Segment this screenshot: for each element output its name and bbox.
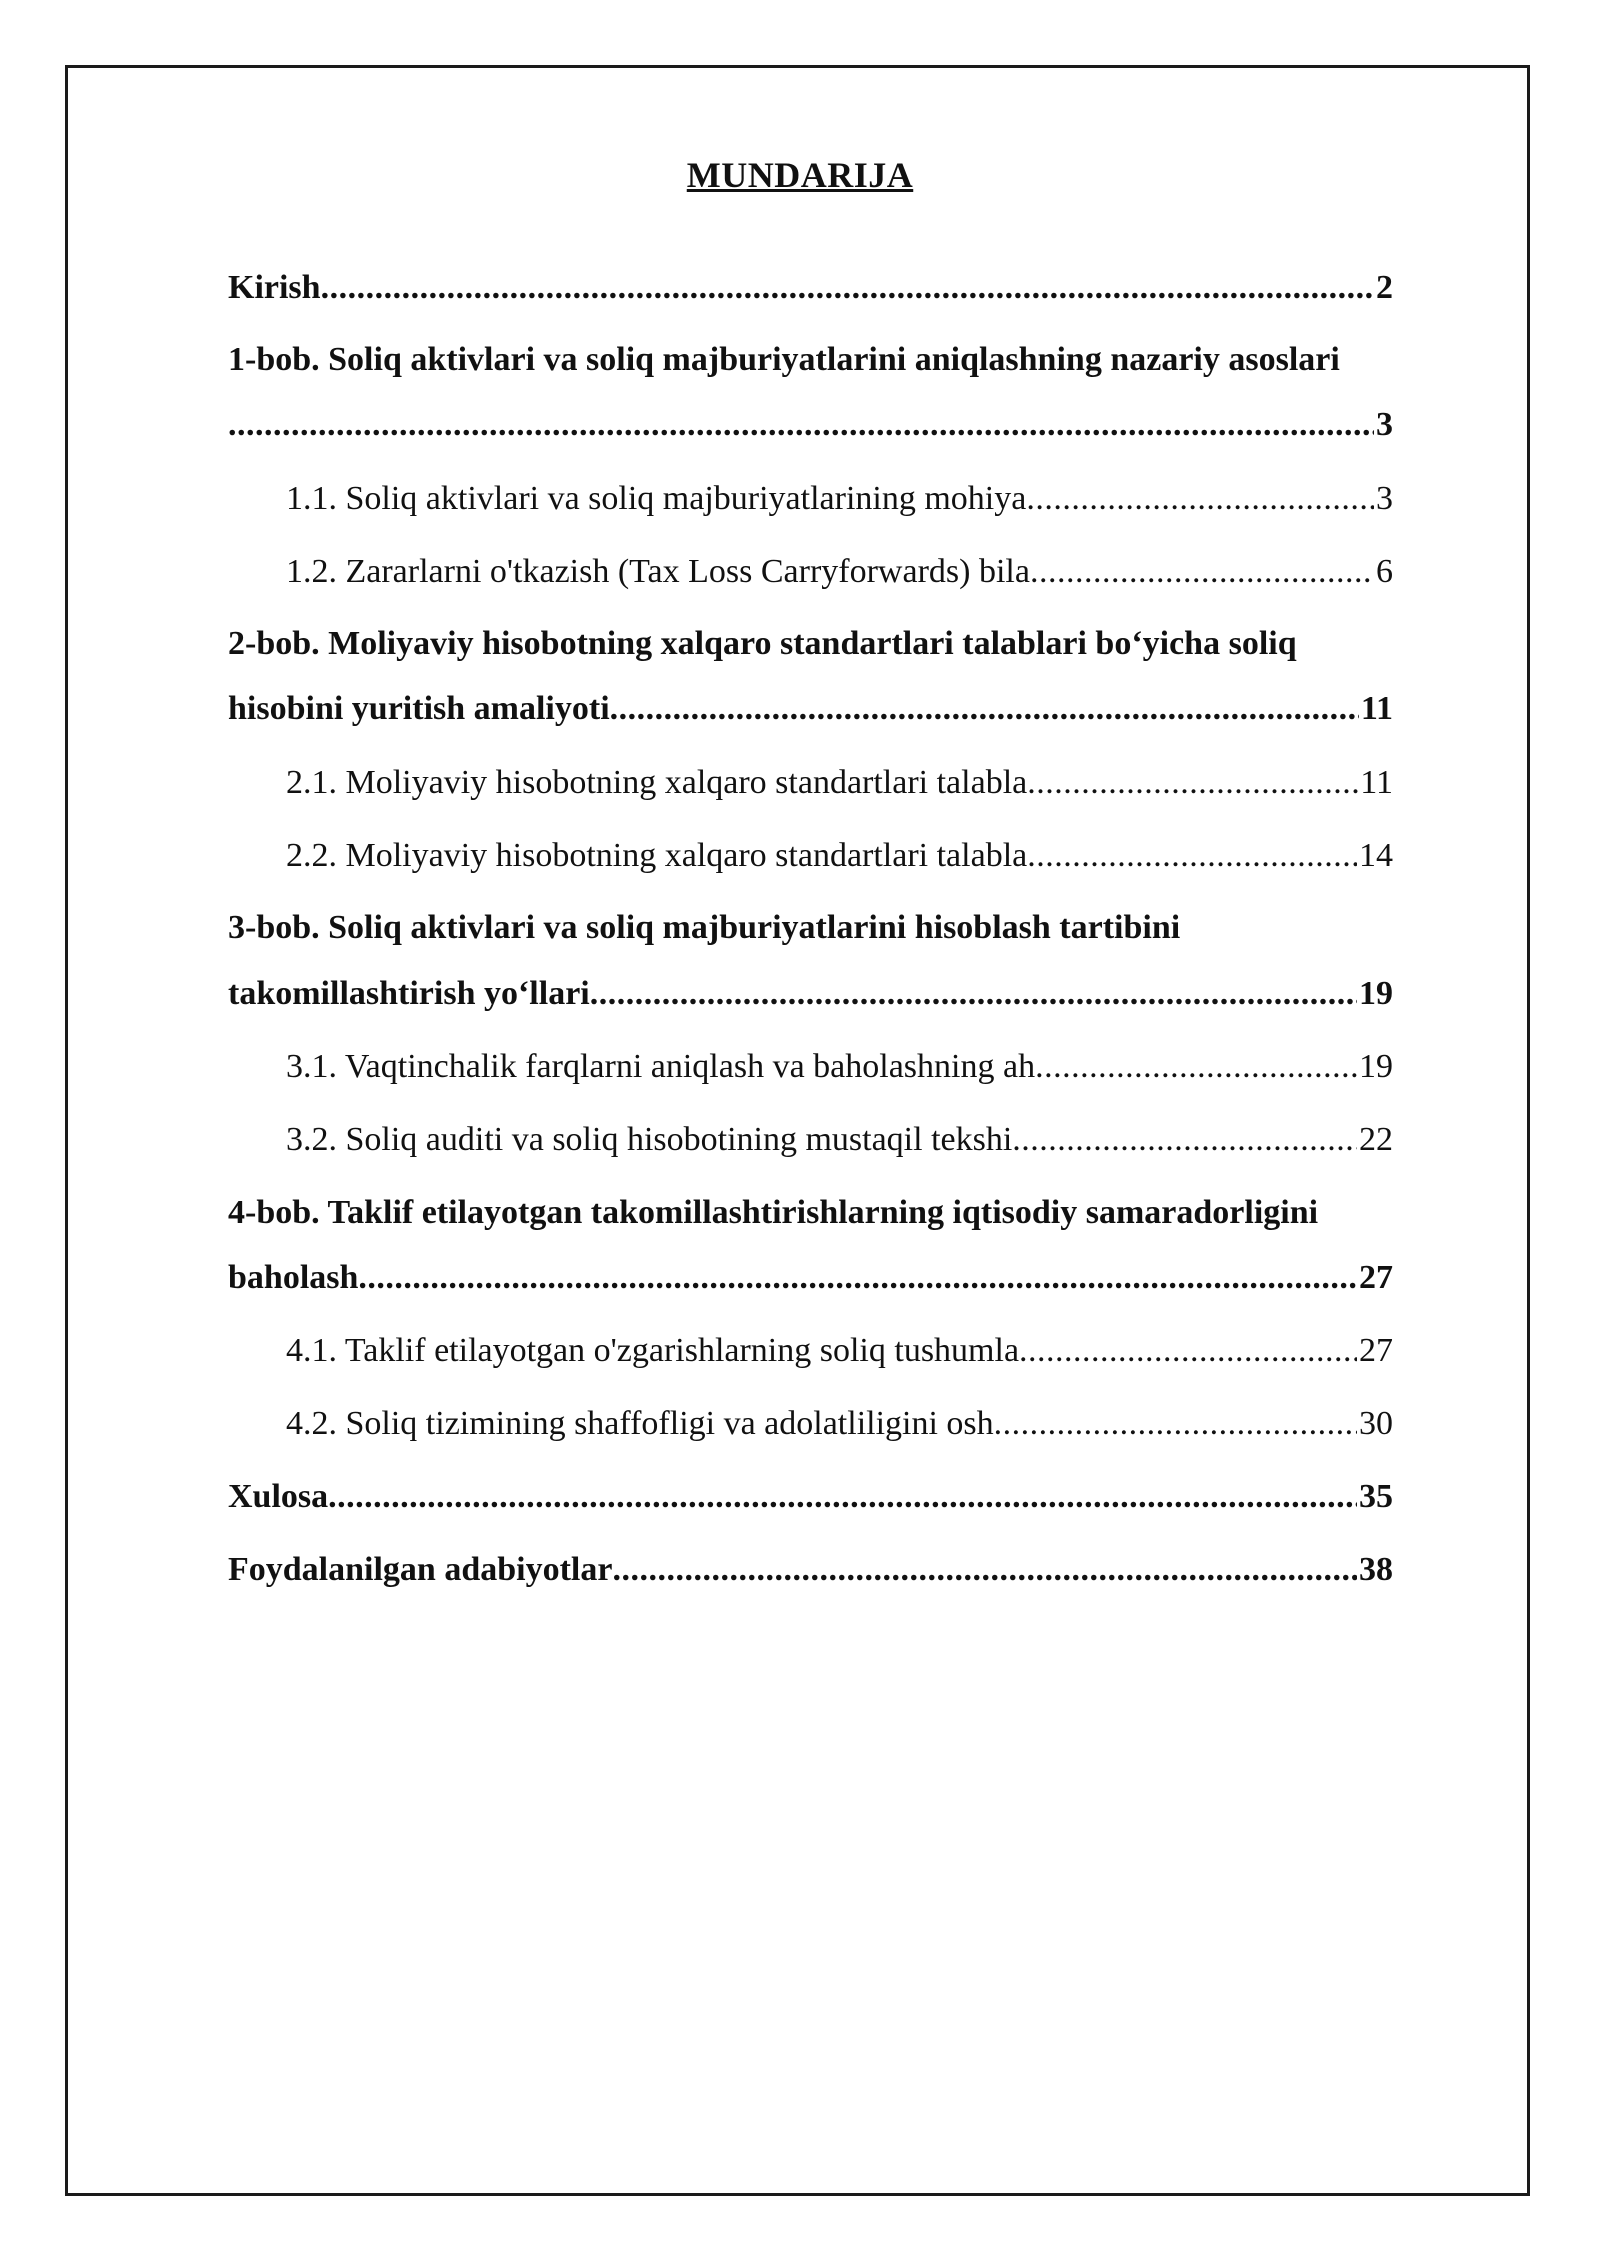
toc-page-number: 3 [1376, 480, 1393, 517]
toc-page-number: 27 [1359, 1259, 1393, 1296]
dot-leader [1030, 550, 1374, 594]
dot-leader [228, 403, 1374, 447]
toc-page-number: 19 [1359, 1048, 1393, 1085]
toc-entry-4-2[interactable] [286, 1402, 1393, 1446]
toc-page-number: 2 [1376, 269, 1393, 306]
toc-entry-label: 2.2. Moliyaviy hisobotning xalqaro standartlari talabla [286, 837, 1028, 874]
toc-entry-3-1[interactable] [286, 1045, 1393, 1089]
dot-leader [321, 266, 1374, 310]
dot-leader [328, 1475, 1357, 1519]
toc-page-number: 3 [1376, 406, 1393, 443]
toc-entry-adabiyotlar[interactable] [228, 1548, 1393, 1592]
toc-page-number: 35 [1359, 1478, 1393, 1515]
toc-page-number: 38 [1359, 1551, 1393, 1588]
toc-chapter-3-title[interactable]: 3-bob. Soliq aktivlari va soliq majburiyatlarini hisoblash tartibini [228, 909, 1181, 946]
dot-leader [1012, 1118, 1357, 1162]
toc-page-number: 11 [1360, 690, 1393, 727]
toc-entry-label: baholash [228, 1259, 359, 1296]
toc-chapter-2-title[interactable]: 2-bob. Moliyaviy hisobotning xalqaro standartlari talablari bo‘yicha soliq [228, 625, 1297, 662]
toc-entry-chapter-4[interactable] [228, 1256, 1393, 1300]
dot-leader [994, 1402, 1357, 1446]
toc-entry-2-2[interactable] [286, 834, 1393, 878]
toc-page-number: 19 [1359, 975, 1393, 1012]
toc-entry-label: Foydalanilgan adabiyotlar [228, 1551, 613, 1588]
toc-entry-2-1[interactable] [286, 761, 1393, 805]
dot-leader [358, 1256, 1357, 1300]
toc-entry-chapter-2[interactable] [228, 687, 1393, 731]
toc-page-number: 27 [1359, 1332, 1393, 1369]
toc-entry-label: 3.2. Soliq auditi va soliq hisobotining mustaqil tekshi [286, 1121, 1013, 1158]
toc-entry-4-1[interactable] [286, 1329, 1393, 1373]
toc-entry-kirish[interactable] [228, 266, 1393, 310]
dot-leader [1026, 477, 1374, 521]
toc-entry-label: takomillashtirish yo‘llari [228, 975, 590, 1012]
toc-page-number: 6 [1376, 553, 1393, 590]
toc-page-number: 30 [1359, 1405, 1393, 1442]
toc-entry-label: Kirish [228, 269, 321, 306]
toc-chapter-4-title[interactable]: 4-bob. Taklif etilayotgan takomillashtirishlarning iqtisodiy samaradorligini [228, 1194, 1319, 1231]
dot-leader [612, 1548, 1357, 1592]
toc-entry-chapter-3[interactable] [228, 972, 1393, 1016]
toc-entry-chapter-1[interactable] [228, 403, 1393, 447]
dot-leader [1027, 834, 1357, 878]
dot-leader [1035, 1045, 1357, 1089]
toc-entry-xulosa[interactable] [228, 1475, 1393, 1519]
toc-entry-label: 2.1. Moliyaviy hisobotning xalqaro standartlari talabla [286, 764, 1028, 801]
toc-entry-label: 4.2. Soliq tizimining shaffofligi va adolatliligini osh [286, 1405, 994, 1442]
toc-entry-1-1[interactable] [286, 477, 1393, 521]
toc-entry-label: hisobini yuritish amaliyoti [228, 690, 610, 727]
dot-leader [610, 687, 1359, 731]
toc-entry-label: 1.1. Soliq aktivlari va soliq majburiyatlarining mohiya [286, 480, 1027, 517]
dot-leader [1027, 761, 1358, 805]
toc-entry-3-2[interactable] [286, 1118, 1393, 1162]
toc-page-number: 11 [1360, 764, 1393, 801]
toc-page-number: 14 [1359, 837, 1393, 874]
page-title: MUNDARIJA [686, 155, 914, 195]
toc-entry-label: 1.2. Zararlarni o'tkazish (Tax Loss Carryforwards) bila [286, 553, 1030, 590]
dot-leader [1019, 1329, 1357, 1373]
toc-entry-1-2[interactable] [286, 550, 1393, 594]
dot-leader [590, 972, 1357, 1016]
toc-chapter-1-title[interactable]: 1-bob. Soliq aktivlari va soliq majburiyatlarini aniqlashning nazariy asoslari [228, 341, 1340, 378]
toc-entry-label: Xulosa [228, 1478, 329, 1515]
toc-entry-label: 4.1. Taklif etilayotgan o'zgarishlarning soliq tushumla [286, 1332, 1020, 1369]
toc-page-number: 22 [1359, 1121, 1393, 1158]
toc-entry-label: 3.1. Vaqtinchalik farqlarni aniqlash va baholashning ah [286, 1048, 1036, 1085]
